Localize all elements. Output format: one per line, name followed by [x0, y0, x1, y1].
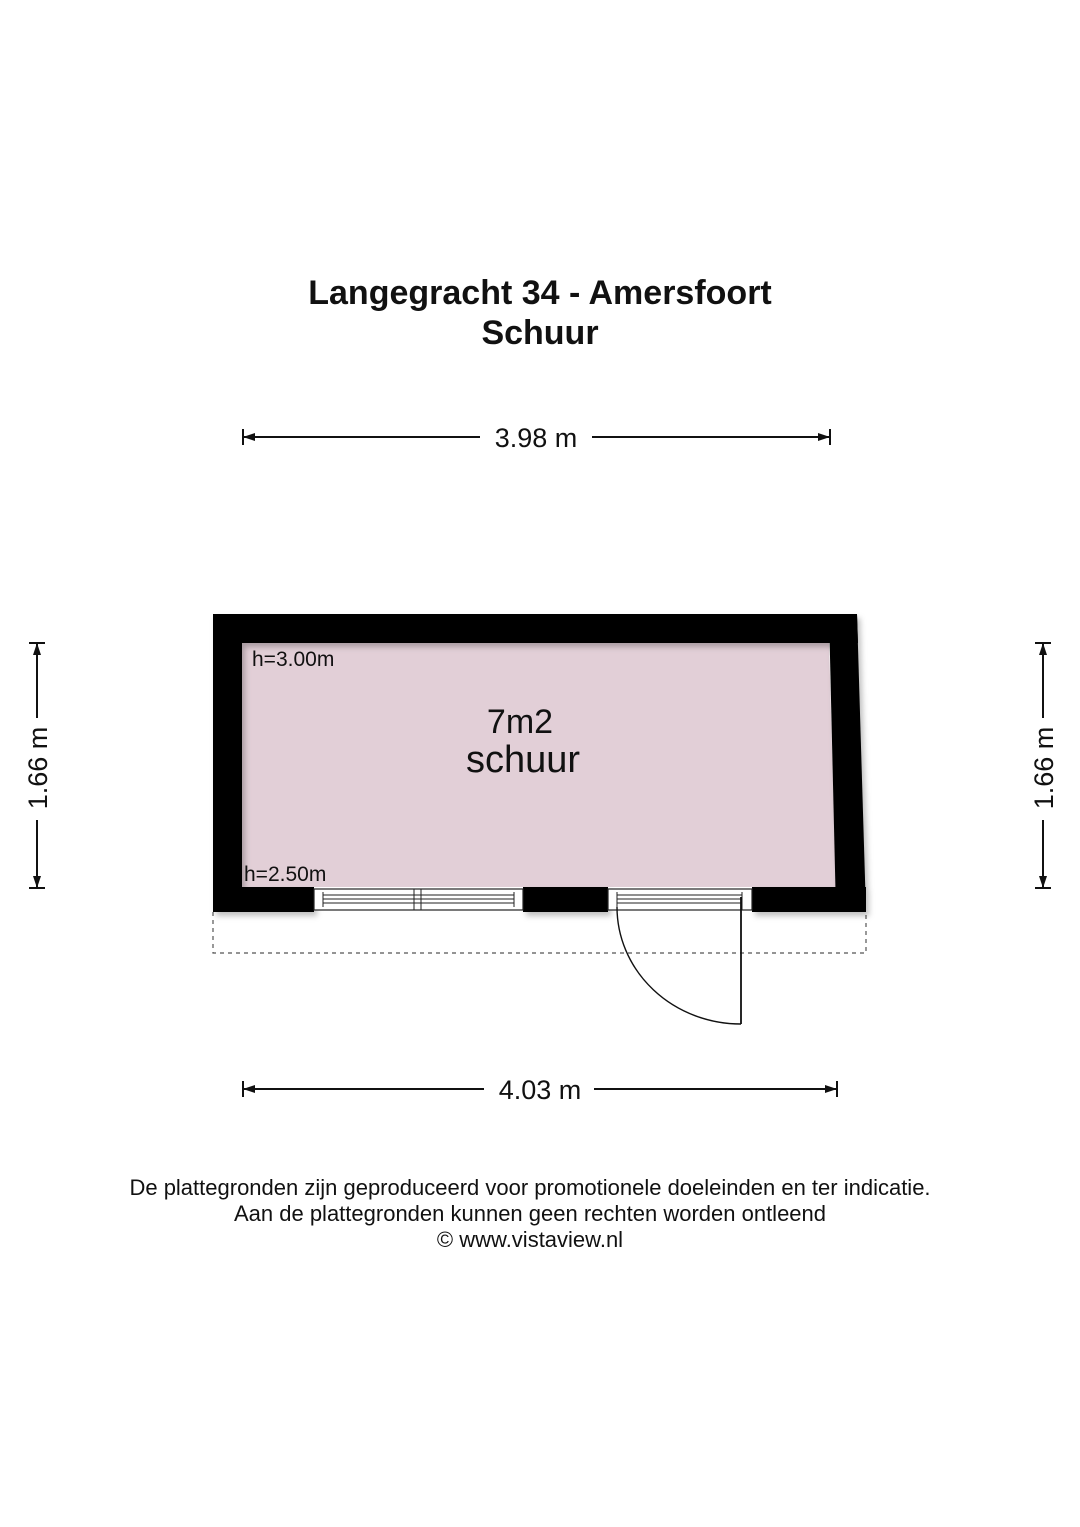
dimension-bottom-label: 4.03 m — [498, 1075, 582, 1105]
dimension-bottom — [243, 1075, 837, 1105]
window — [314, 889, 523, 910]
disclaimer-line-1: De plattegronden zijn geproduceerd voor promotionele doeleinden en ter indicatie. — [129, 1175, 931, 1200]
dimension-left — [23, 643, 53, 888]
room-area: 7m2 — [486, 703, 554, 741]
dashed-outline — [213, 912, 866, 953]
dimension-right-label: 1.66 m — [1029, 726, 1059, 810]
dimension-left-label: 1.66 m — [23, 726, 53, 810]
dimension-top — [243, 423, 830, 453]
plan-title-floor: Schuur — [481, 314, 599, 352]
copyright-line: © www.vistaview.nl — [436, 1227, 624, 1252]
ceiling-height-high: h=3.00m — [252, 648, 335, 671]
ceiling-height-low: h=2.50m — [244, 863, 327, 886]
dimension-top-label: 3.98 m — [494, 423, 578, 453]
plan-title-address: Langegracht 34 - Amersfoort — [308, 274, 772, 312]
disclaimer-line-2: Aan de plattegronden kunnen geen rechten worden ontleend — [233, 1201, 827, 1226]
room-name: schuur — [465, 739, 581, 781]
door-swing-arc — [617, 907, 741, 1024]
dimension-right — [1029, 643, 1059, 888]
door — [608, 889, 752, 1024]
